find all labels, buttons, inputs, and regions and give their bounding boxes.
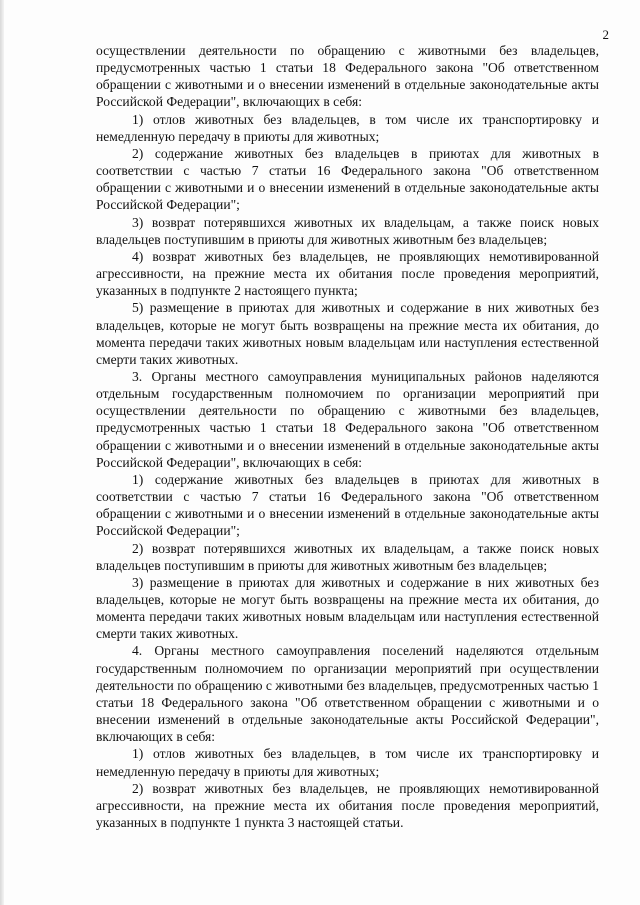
paragraph-item: 1) содержание животных без владельцев в приютах для животных в соответствии с частью 7 статьи 16 Федерального закона "Об ответственном обращении с животными и о внесении изменений в отдельные законодательные акты Российской Федерации"; — [96, 471, 599, 539]
document-body — [96, 42, 599, 831]
paragraph-item: 2) содержание животных без владельцев в приютах для животных в соответствии с частью 7 статьи 16 Федерального закона "Об ответственном обращении с животными и о внесении изменений в отдельные законодательные акты Российской Федерации"; — [96, 145, 599, 213]
paragraph-item: 2) возврат потерявшихся животных их владельцам, а также поиск новых владельцев поступившим в приюты для животных животным без владельцев; — [96, 540, 599, 573]
paragraph-item: 5) размещение в приютах для животных и содержание в них животных без владельцев, которые не могут быть возвращены на прежние места их обитания, до момента передачи таких животных новым владельцам или наступления естественной смерти таких животных. — [96, 300, 599, 367]
paragraph-item: 3) размещение в приютах для животных и содержание в них животных без владельцев, которые не могут быть возвращены на прежние места их обитания, до момента передачи таких животных новым владельцам или наступления естественной смерти таких животных. — [96, 574, 599, 642]
page-number: 2 — [602, 27, 609, 42]
paragraph-item: 1) отлов животных без владельцев, в том числе их транспортировку и немедленную передачу в приюты для животных; — [96, 746, 599, 779]
paragraph-item: 2) возврат животных без владельцев, не проявляющих немотивированной агрессивности, на прежние места их обитания после проведения мероприятий, указанных в подпункте 1 пункта 3 настоящей статьи. — [96, 780, 599, 831]
paragraph-intro-continuation: осуществлении деятельности по обращению с животными без владельцев, предусмотренных частью 1 статьи 18 Федерального закона "Об ответственном обращении с животными и о внесении изменений в отдельные законодательные акты Российской Федерации", включающих в себя: — [96, 43, 599, 110]
paragraph-section-3: 3. Органы местного самоуправления муниципальных районов наделяются отдельным государственным полномочием по организации мероприятий при осуществлении деятельности по обращению с животными без владельцев, предусмотренных частью 1 статьи 18 Федерального закона "Об ответственном обращении с животными и о внесении изменений в отдельные законодательные акты Российской Федерации", включающих в себя: — [96, 368, 599, 470]
paragraph-item: 3) возврат потерявшихся животных их владельцам, а также поиск новых владельцев поступившим в приюты для животных животным без владельцев; — [96, 214, 599, 247]
paragraph-section-4: 4. Органы местного самоуправления поселений наделяются отдельным государственным полномочием по организации мероприятий при осуществлении деятельности по обращению с животными без владельцев, предусмотренных частью 1 статьи 18 Федерального закона "Об ответственном обращении с животными и о внесении изменений в отдельные законодательные акты Российской Федерации", включающих в себя: — [96, 643, 599, 745]
scan-edge — [0, 0, 4, 905]
paragraph-item: 1) отлов животных без владельцев, в том числе их транспортировку и немедленную передачу в приюты для животных; — [96, 111, 599, 144]
paragraph-item: 4) возврат животных без владельцев, не проявляющих немотивированной агрессивности, на прежние места их обитания после проведения мероприятий, указанных в подпункте 2 настоящего пункта; — [96, 248, 599, 299]
